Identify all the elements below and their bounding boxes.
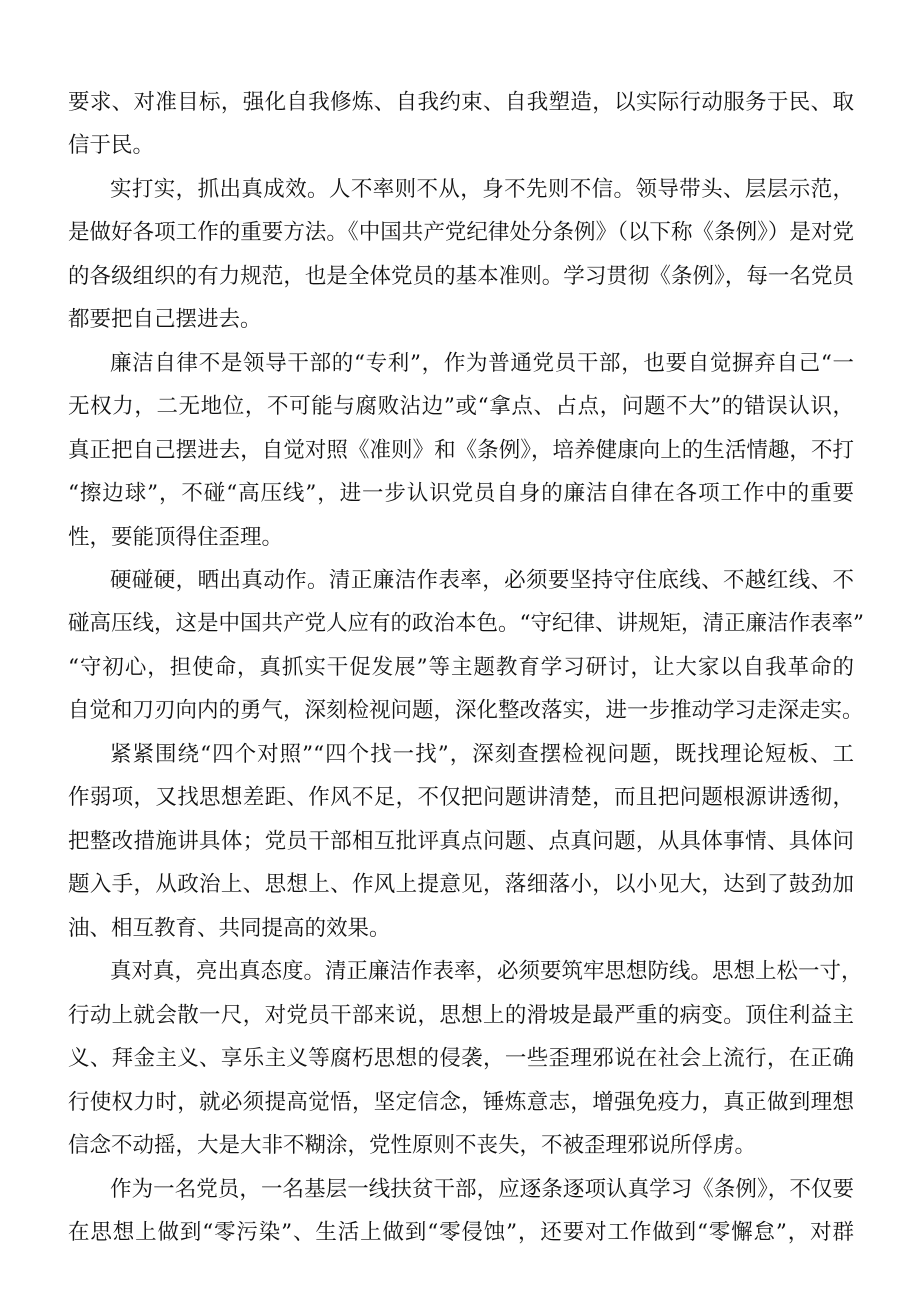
text-line: “守初心，担使命，真抓实干促发展”等主题教育学习研讨，让大家以自我革命的 <box>68 655 854 680</box>
text-line: 都要把自己摆进去。 <box>68 307 262 332</box>
text-line: 行动上就会散一尺，对党员干部来说，思想上的滑坡是最严重的病变。顶住利益主 <box>68 1003 854 1028</box>
text-line: 信念不动摇，大是大非不糊涂，党性原则不丧失，不被歪理邪说所俘虏。 <box>68 1133 757 1158</box>
text-line: 紧紧围绕“四个对照”“四个找一找”，深刻查摆检视问题，既找理论短板、工 <box>110 742 854 767</box>
text-line: 要求、对准目标，强化自我修炼、自我约束、自我塑造，以实际行动服务于民、取 <box>68 90 854 115</box>
text-line: “擦边球”，不碰“高压线”，进一步认识党员自身的廉洁自律在各项工作中的重要 <box>68 481 854 506</box>
text-line: 行使权力时，就必须提高觉悟，坚定信念，锤炼意志，增强免疫力，真正做到理想 <box>68 1090 854 1115</box>
text-line: 碰高压线，这是中国共产党人应有的政治本色。“守纪律、讲规矩，清正廉洁作表率” <box>68 611 864 636</box>
text-line: 实打实，抓出真成效。人不率则不从，身不先则不信。领导带头、层层示范， <box>110 177 854 202</box>
text-line: 廉洁自律不是领导干部的“专利”，作为普通党员干部，也要自觉摒弃自己“一 <box>110 351 854 376</box>
text-line: 把整改措施讲具体；党员干部相互批评真点问题、点真问题，从具体事情、具体问 <box>68 829 854 854</box>
text-line: 义、拜金主义、享乐主义等腐朽思想的侵袭，一些歪理邪说在社会上流行，在正确 <box>68 1046 854 1071</box>
text-line: 无权力，二无地位，不可能与腐败沾边”或“拿点、占点，问题不大”的错误认识， <box>68 394 854 419</box>
text-line: 真正把自己摆进去，自觉对照《准则》和《条例》，培养健康向上的生活情趣，不打 <box>68 438 854 463</box>
text-line: 是做好各项工作的重要方法。《中国共产党纪律处分条例》（以下称《条例》）是对党 <box>68 220 854 245</box>
text-line: 的各级组织的有力规范，也是全体党员的基本准则。学习贯彻《条例》，每一名党员 <box>68 264 854 289</box>
text-line: 信于民。 <box>68 133 155 158</box>
text-line: 自觉和刀刃向内的勇气，深刻检视问题，深化整改落实，进一步推动学习走深走实。 <box>68 698 864 723</box>
text-line: 硬碰硬，晒出真动作。清正廉洁作表率，必须要坚持守住底线、不越红线、不 <box>110 568 854 593</box>
text-line: 真对真，亮出真态度。清正廉洁作表率，必须要筑牢思想防线。思想上松一寸， <box>110 959 863 984</box>
text-line: 作为一名党员，一名基层一线扶贫干部，应逐条逐项认真学习《条例》，不仅要 <box>110 1177 854 1202</box>
text-line: 在思想上做到“零污染”、生活上做到“零侵蚀”，还要对工作做到“零懈怠”，对群 <box>68 1220 854 1245</box>
text-line: 性，要能顶得住歪理。 <box>68 525 284 550</box>
text-line: 油、相互教育、共同提高的效果。 <box>68 916 391 941</box>
text-line: 作弱项，又找思想差距、作风不足，不仅把问题讲清楚，而且把问题根源讲透彻， <box>68 785 854 810</box>
text-line: 题入手，从政治上、思想上、作风上提意见，落细落小，以小见大，达到了鼓劲加 <box>68 872 854 897</box>
